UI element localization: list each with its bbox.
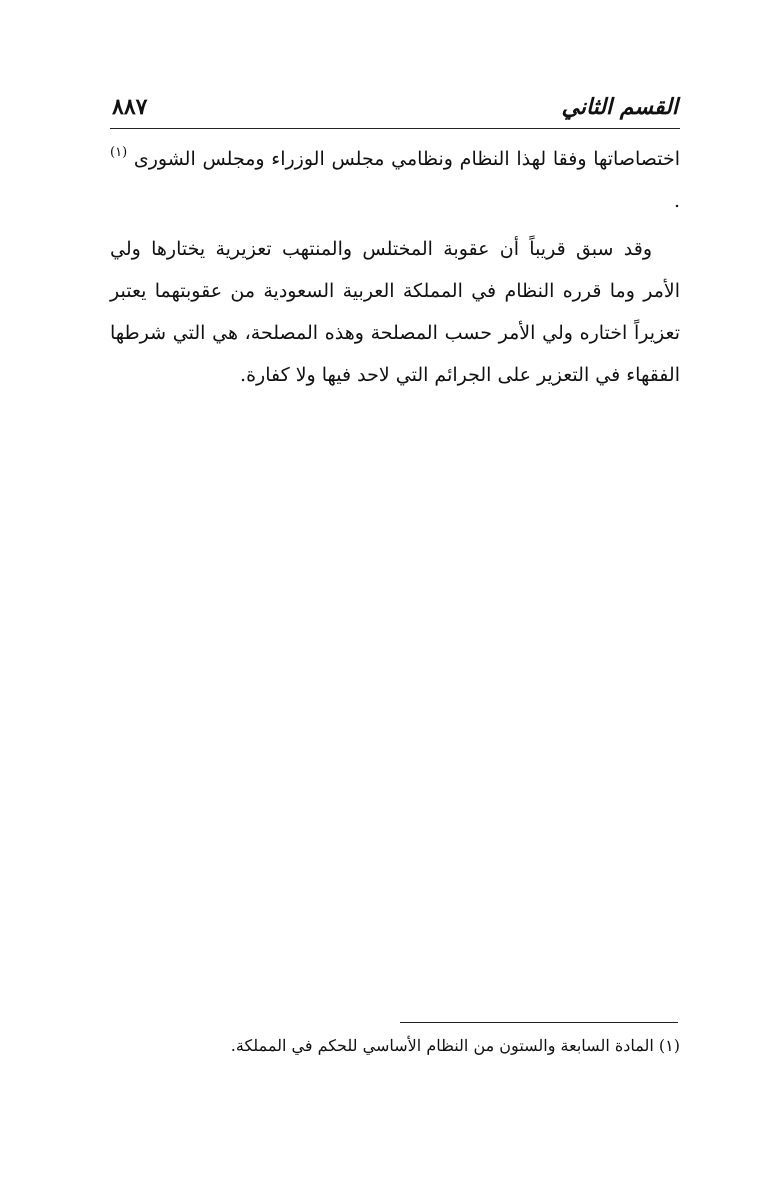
paragraph-2: وقد سبق قريباً أن عقوبة المختلس والمنتهب تعزيرية يختارها ولي الأمر وما قرره النظام في المملكة العربية السعودية من عقوبتهما يعتبر تعزيراً اختاره ولي الأمر حسب المصلحة وهذه المصلحة، هي التي شرطها الفقهاء في التعزير على الجرائم التي لاحد فيها ولا كفارة.: [110, 238, 680, 386]
paragraph-1-end: .: [673, 190, 680, 212]
header-divider: [110, 128, 680, 129]
page-number: ٨٨٧: [112, 94, 148, 120]
footnote-1: [110, 1030, 680, 1062]
footnote-divider: [400, 1022, 678, 1023]
page-header: [110, 92, 678, 126]
paragraph-1: [110, 138, 680, 222]
section-title: القسم الثاني: [561, 94, 678, 120]
main-text: [110, 138, 680, 396]
footnote-text: المادة السابعة والستون من النظام الأساسي للحكم في المملكة.: [230, 1036, 654, 1055]
footnote-reference: (١): [110, 145, 128, 160]
paragraph-1-text: اختصاصاتها وفقا لهذا النظام ونظامي مجلس الوزراء ومجلس الشورى: [133, 148, 680, 170]
footnote-marker: (١): [658, 1036, 680, 1055]
